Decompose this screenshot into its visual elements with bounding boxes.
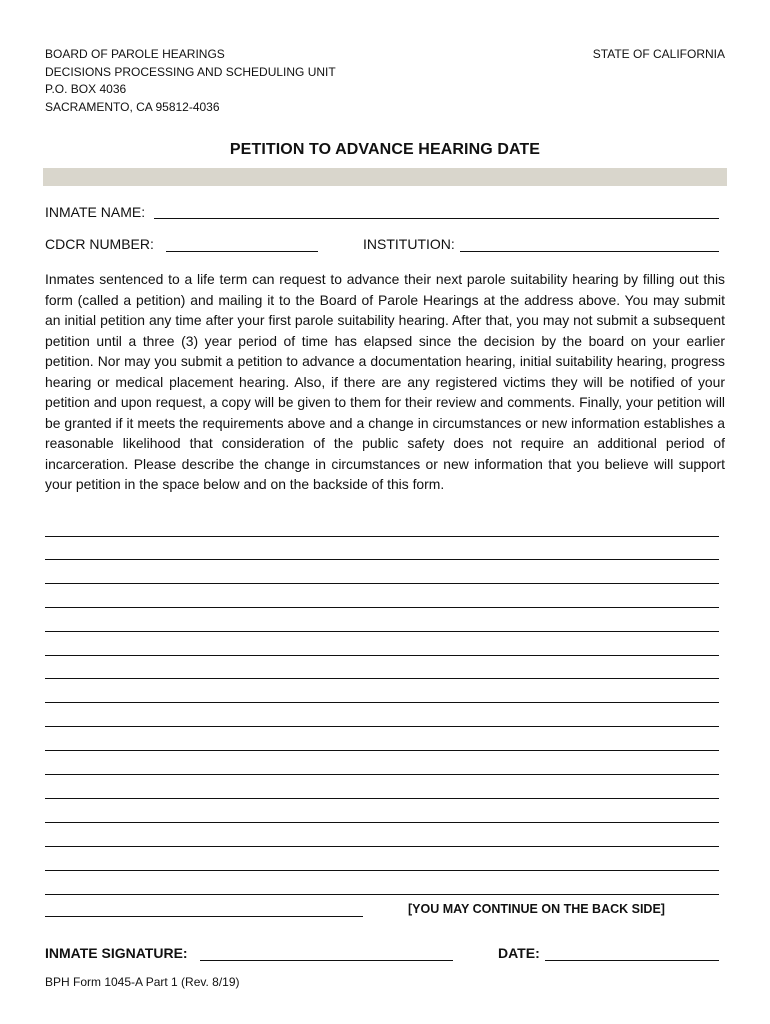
writing-line[interactable] <box>45 846 719 847</box>
signature-label: INMATE SIGNATURE: <box>45 945 188 961</box>
writing-line[interactable] <box>45 583 719 584</box>
date-label: DATE: <box>498 945 540 961</box>
writing-line[interactable] <box>45 774 719 775</box>
inmate-name-label: INMATE NAME: <box>45 204 146 220</box>
institution-label: INSTITUTION: <box>363 236 455 252</box>
signature-field[interactable] <box>200 960 453 961</box>
writing-line[interactable] <box>45 678 719 679</box>
writing-line[interactable] <box>45 750 719 751</box>
agency-name: BOARD OF PAROLE HEARINGS <box>45 47 225 61</box>
instructions-paragraph: Inmates sentenced to a life term can request to advance their next parole suitability hearing by filling out this form (called a petition) and mailing it to the Board of Parole Hearings at the address above. You may submit an initial petition any time after your first parole suitability hearing. After that, you may not submit a subsequent petition until a three (3) year period of time has elapsed since the decision by the board on your earlier petition. Nor may you submit a petition to advance a documentation hearing, initial suitability hearing, progress hearing or medical placement hearing. Also, if there are any registered victims they will be notified of your petition and upon request, a copy will be given to them for their review and comments. Finally, your petition will be granted if it meets the requirements above and a change in circumstances or new information establishes a reasonable likelihood that consideration of the public safety does not require an additional period of incarceration. Please describe the change in circumstances or new information that you believe will support your petition in the space below and on the backside of this form. <box>45 271 725 492</box>
inmate-name-field[interactable] <box>154 218 719 219</box>
writing-line[interactable] <box>45 607 719 608</box>
institution-field[interactable] <box>460 251 719 252</box>
writing-line[interactable] <box>45 798 719 799</box>
agency-unit: DECISIONS PROCESSING AND SCHEDULING UNIT <box>45 64 336 79</box>
cdcr-number-field[interactable] <box>166 251 318 252</box>
writing-line[interactable] <box>45 702 719 703</box>
agency-address <box>45 46 336 116</box>
form-title: PETITION TO ADVANCE HEARING DATE <box>229 141 541 158</box>
continue-note: [YOU MAY CONTINUE ON THE BACK SIDE] <box>408 902 665 916</box>
agency-po-box: P.O. BOX 4036 <box>45 82 127 96</box>
title-divider-bar <box>43 168 727 186</box>
writing-line[interactable] <box>45 559 719 560</box>
writing-line[interactable] <box>45 726 719 727</box>
writing-line[interactable] <box>45 870 719 871</box>
writing-line[interactable] <box>45 631 719 632</box>
agency-city: SACRAMENTO, CA 95812-4036 <box>45 99 220 114</box>
state-label: STATE OF CALIFORNIA <box>592 47 725 61</box>
writing-line[interactable] <box>45 894 719 895</box>
form-number: BPH Form 1045-A Part 1 (Rev. 8/19) <box>45 975 240 989</box>
writing-line-short[interactable] <box>45 916 363 917</box>
date-field[interactable] <box>545 960 719 961</box>
writing-line[interactable] <box>45 655 719 656</box>
cdcr-number-label: CDCR NUMBER: <box>45 236 154 252</box>
writing-line[interactable] <box>45 536 719 537</box>
writing-line[interactable] <box>45 822 719 823</box>
